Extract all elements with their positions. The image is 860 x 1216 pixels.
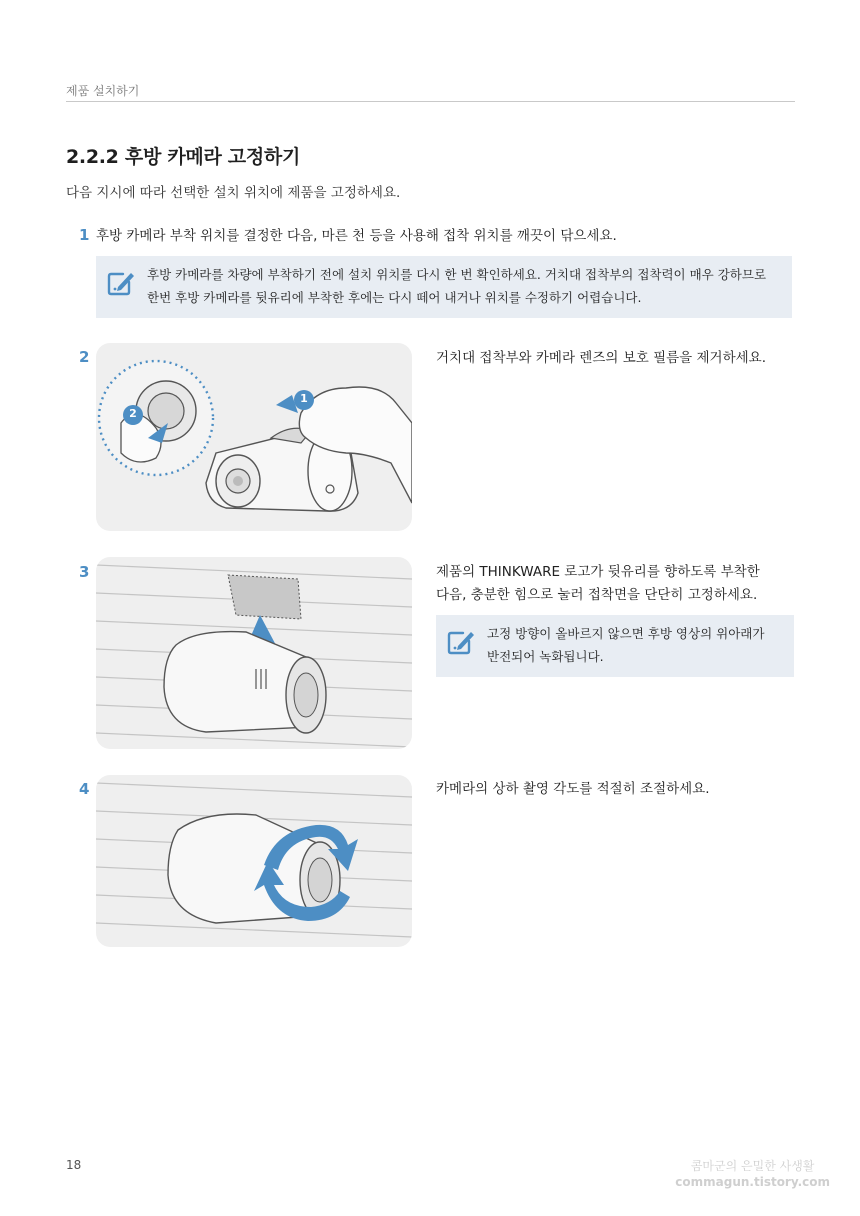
step-1-note xyxy=(96,256,792,318)
step-2-illustration xyxy=(96,343,412,531)
note-line-1: 고정 방향이 올바르지 않으면 후방 영상의 위아래가 xyxy=(487,626,765,641)
step-4-text: 카메라의 상하 촬영 각도를 적절히 조절하세요. xyxy=(436,781,710,797)
note-line-1: 후방 카메라를 차량에 부착하기 전에 설치 위치를 다시 한 번 확인하세요. 거치대 접착부의 접착력이 매우 강하므로 xyxy=(147,267,767,282)
step-3-number: 3 xyxy=(79,563,90,581)
watermark-line-1: 콤마군의 은밀한 사생활 xyxy=(690,1159,815,1173)
section-title: 2.2.2 후방 카메라 고정하기 xyxy=(66,146,301,168)
header-divider xyxy=(66,101,795,102)
step-3-text-line-1: 제품의 THINKWARE 로고가 뒷유리를 향하도록 부착한 xyxy=(436,564,760,580)
note-line-2: 반전되어 녹화됩니다. xyxy=(487,649,604,664)
step-1-number: 1 xyxy=(79,226,90,244)
step-3-illustration xyxy=(96,557,412,749)
watermark xyxy=(675,1158,830,1190)
step-2-text: 거치대 접착부와 카메라 렌즈의 보호 필름을 제거하세요. xyxy=(436,350,766,366)
step-2-number: 2 xyxy=(79,348,90,366)
section-intro: 다음 지시에 따라 선택한 설치 위치에 제품을 고정하세요. xyxy=(66,185,401,201)
callout-badge-2: 2 xyxy=(129,407,137,420)
watermark-line-2: commagun.tistory.com xyxy=(675,1175,830,1189)
step-3-text-line-2: 다음, 충분한 힘으로 눌러 접착면을 단단히 고정하세요. xyxy=(436,587,758,603)
note-line-2: 한번 후방 카메라를 뒷유리에 부착한 후에는 다시 떼어 내거나 위치를 수정하기 어렵습니다. xyxy=(147,290,642,305)
note-pencil-icon xyxy=(106,269,136,301)
running-header: 제품 설치하기 xyxy=(66,84,140,98)
note-pencil-icon xyxy=(446,628,476,660)
step-4-illustration xyxy=(96,775,412,947)
step-1-text: 후방 카메라 부착 위치를 결정한 다음, 마른 천 등을 사용해 접착 위치를 깨끗이 닦으세요. xyxy=(96,228,617,244)
step-4-number: 4 xyxy=(79,780,90,798)
page-number: 18 xyxy=(66,1158,82,1172)
callout-badge-1: 1 xyxy=(300,392,308,405)
step-3-note xyxy=(436,615,794,677)
